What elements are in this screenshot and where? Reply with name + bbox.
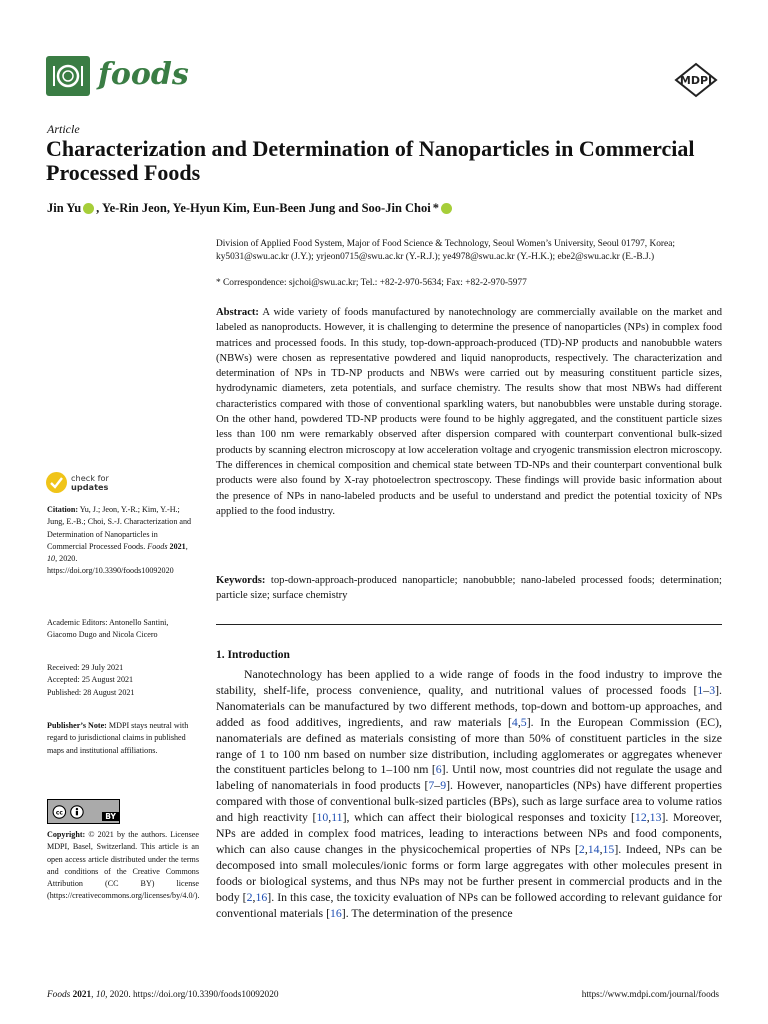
citation-link[interactable]: 7: [428, 778, 435, 793]
check-for-updates-badge[interactable]: [46, 472, 109, 493]
citation-link[interactable]: 12: [634, 810, 647, 825]
author-name[interactable]: Jin Yu: [47, 201, 82, 215]
text: Nanotechnology has been applied to a wide range of foods in the food industry to improve the stability, shelf-life, process convenience, quality, and nutritional values of processed foods [: [216, 667, 722, 697]
text: ,: [646, 810, 650, 825]
cc-by-label: BY: [102, 812, 119, 821]
intro-paragraph: [216, 667, 722, 922]
citation-link[interactable]: 5: [520, 714, 527, 729]
journal-name: foods: [98, 56, 189, 92]
footer-citation: [47, 990, 279, 1000]
citation-link[interactable]: 2: [246, 889, 253, 904]
citation-link[interactable]: 1: [697, 682, 704, 697]
academic-editors: Academic Editors: Antonello Santini, Giacomo Dugo and Nicola Cicero: [47, 618, 169, 640]
check-updates-line1: check for: [71, 472, 109, 483]
affiliation: Division of Applied Food System, Major of Food Science & Technology, Seoul Women’s University, Seoul 01797, Korea; ky5031@swu.ac.kr (J.Y.); yrjeon0715@swu.ac.kr (Y.-R.J.); ye4978@swu.ac.kr (Y.-H.K.); ebe2@swu.ac.kr (E.-B.J.): [216, 239, 675, 262]
copyright-block: [47, 829, 199, 903]
citation-link[interactable]: 10: [316, 810, 329, 825]
abstract: [216, 305, 722, 519]
citation-link[interactable]: 6: [435, 762, 442, 777]
text: –: [434, 778, 441, 793]
text: ]. Moreover, NPs are added in complex food matrices, leading to interactions between NPs and food components, which can also cause changes in the physicochemical properties of NPs [: [216, 810, 722, 856]
checkmark-icon: [46, 472, 67, 493]
keywords: [216, 574, 722, 604]
text: ,: [328, 810, 332, 825]
author-names-rest: , Ye-Rin Jeon, Ye-Hyun Kim, Eun-Been Jung and Soo-Jin Choi: [96, 201, 431, 215]
check-updates-line2: [71, 483, 109, 492]
citation-journal: Foods: [147, 541, 168, 551]
received-date: Received: 29 July 2021: [47, 663, 124, 672]
citation-text: Yu, J.; Jeon, Y.-R.; Kim, Y.-H.; Jung, E.-B.; Choi, S.-J. Characterization and Determination of Nanoparticles in Commercial Processed Foods.: [47, 505, 192, 551]
text: ,: [584, 841, 588, 856]
citation-link[interactable]: 16: [330, 905, 342, 920]
citation-doi[interactable]: , 2020. https://doi.org/10.3390/foods10092020: [47, 554, 174, 576]
cc-by-license-badge[interactable]: [47, 799, 120, 824]
article-title: Characterization and Determination of Nanoparticles in Commercial Processed Foods: [46, 136, 695, 185]
dates-block: [47, 662, 199, 699]
text: ]. Nanomaterials can be manufactured by two different methods, top-down and bottom-up approaches, and added as food additives, ingredients, and raw materials [: [216, 682, 722, 729]
plate-icon: [46, 56, 90, 96]
abstract-label: Abstract:: [216, 307, 259, 318]
article-type: Article: [47, 122, 80, 136]
citation-link[interactable]: 11: [331, 810, 343, 825]
journal-logo[interactable]: [46, 56, 189, 96]
keywords-text: top-down-approach-produced nanoparticle; nanobubble; nano-labeled processed foods; determination; particle size; surface chemistry: [216, 575, 722, 601]
citation-link[interactable]: 2: [578, 841, 585, 856]
orcid-icon[interactable]: [83, 203, 94, 214]
corresponding-star: *: [432, 201, 439, 215]
text: ]. However, nanoparticles (NPs) have different properties compared with those of conventional bulk-sized particles (BPs), such as large surface area to volume ratios and high reactivity [: [216, 778, 722, 825]
text: ]. In the European Commission (EC), nanomaterials are defined as materials consisting of more than 50% of constituent particles in the size range of 1 to 100 nm based on number size distribution, including agglomerates or aggregates whenever the constituent particles belong to 1–100 nm [: [216, 714, 722, 777]
text: –: [703, 682, 710, 697]
citation-link[interactable]: 15: [602, 841, 615, 856]
footer-journal-url[interactable]: https://www.mdpi.com/journal/foods: [581, 990, 719, 1000]
author-list: [47, 201, 454, 216]
text: ,: [517, 714, 521, 729]
check-updates-bold: updates: [71, 481, 109, 492]
text: ]. The determination of the presence: [341, 905, 513, 920]
text: ,: [252, 889, 256, 904]
publisher-name: MDPI: [679, 74, 713, 87]
accepted-date: Accepted: 25 August 2021: [47, 675, 134, 685]
creative-commons-icon: [52, 802, 84, 822]
publisher-note-label: Publisher’s Note:: [47, 721, 107, 730]
citation-volume: , 10: [47, 541, 188, 564]
mdpi-logo[interactable]: [674, 62, 718, 102]
correspondence: * Correspondence: sjchoi@swu.ac.kr; Tel.: +82-2-970-5634; Fax: +82-2-970-5977: [216, 278, 527, 288]
copyright-text: © 2021 by the authors. Licensee MDPI, Basel, Switzerland. This article is an open access article distributed under the terms and conditions of the Creative Commons Attribution (CC BY) license (https://creativecommons.org/licenses/by/4.0/).: [47, 830, 200, 901]
published-date: Published: 28 August 2021: [47, 687, 135, 697]
text: ,: [599, 841, 603, 856]
text: ]. Indeed, NPs can be decomposed into small molecules/ionic forms or form large aggregates with other molecules present in foods or biological systems, and thus NPs may not be further present in commercial products and in the body [: [216, 841, 722, 904]
abstract-text: A wide variety of foods manufactured by nanotechnology are commercially available on the market and labeled as nanoproducts. However, it is challenging to determine the presence of nanoparticles (NPs) in complex food matrices and processed foods. In this study, top-down-approach-produced (TD)-NP products and nanobubble waters (NBWs) were chosen as representative powdered and liquid nanoproducts, respectively. The characterization and determination of NPs in TD-NP products and NBWs were carried out by measuring constituent particle sizes, hydrodynamic diameters, zeta potentials, and surface chemistry. The results show that most NBWs had different characteristics compared with those of conventional sparkling waters, but nanobubbles were unstable during storage. On the other hand, powdered TD-NP products were found to be highly aggregated, and the constituent particle sizes less than 100 nm were remarkably observed after dispersion compared with counterpart conventional bulk-sized products by scanning electron microscopy at low acceleration voltage and cryogenic transmission electron microscopy. The differences in chemical composition and chemical state between TD-NPs and their counterpart conventional bulk products were also found by X-ray photoelectron spectroscopy. These findings will provide basic information about the presence of NPs in nano-labeled products and be useful to understand and predict the potential toxicity of NPs applied to the food industry.: [216, 307, 722, 517]
text: ]. In this case, the toxicity evaluation of NPs can be followed according to relevant guidance for conventional materials [: [216, 889, 722, 920]
publisher-note-text: MDPI stays neutral with regard to jurisdictional claims in published maps and institutional affiliations.: [47, 721, 189, 755]
footer-doi-link[interactable]: , 2020. https://doi.org/10.3390/foods10092020: [105, 990, 279, 1000]
citation-link[interactable]: 16: [255, 889, 268, 904]
divider: [216, 624, 722, 625]
citation-link[interactable]: 9: [440, 778, 447, 793]
keywords-label: Keywords:: [216, 575, 266, 586]
citation-link[interactable]: 4: [511, 714, 518, 729]
citation-link[interactable]: 3: [709, 682, 716, 697]
text: ]. Until now, most countries did not regulate the usage and labeling of nanomaterials in food products [: [216, 762, 722, 793]
footer-journal: Foods: [47, 990, 71, 1000]
copyright-label: Copyright:: [47, 830, 86, 839]
citation-link[interactable]: 13: [649, 810, 662, 825]
footer-year: 2021: [70, 990, 92, 1000]
orcid-icon[interactable]: [441, 203, 452, 214]
footer-volume: , 10: [91, 990, 106, 1000]
citation-block: [47, 504, 199, 578]
text: ], which can affect their biological responses and toxicity [: [342, 810, 635, 825]
publisher-note: [47, 720, 199, 757]
citation-link[interactable]: 14: [587, 841, 600, 856]
citation-year: 2021: [167, 541, 186, 551]
citation-label: Citation:: [47, 505, 79, 514]
section-heading: 1. Introduction: [216, 649, 290, 661]
svg-text:cc: cc: [55, 810, 63, 817]
